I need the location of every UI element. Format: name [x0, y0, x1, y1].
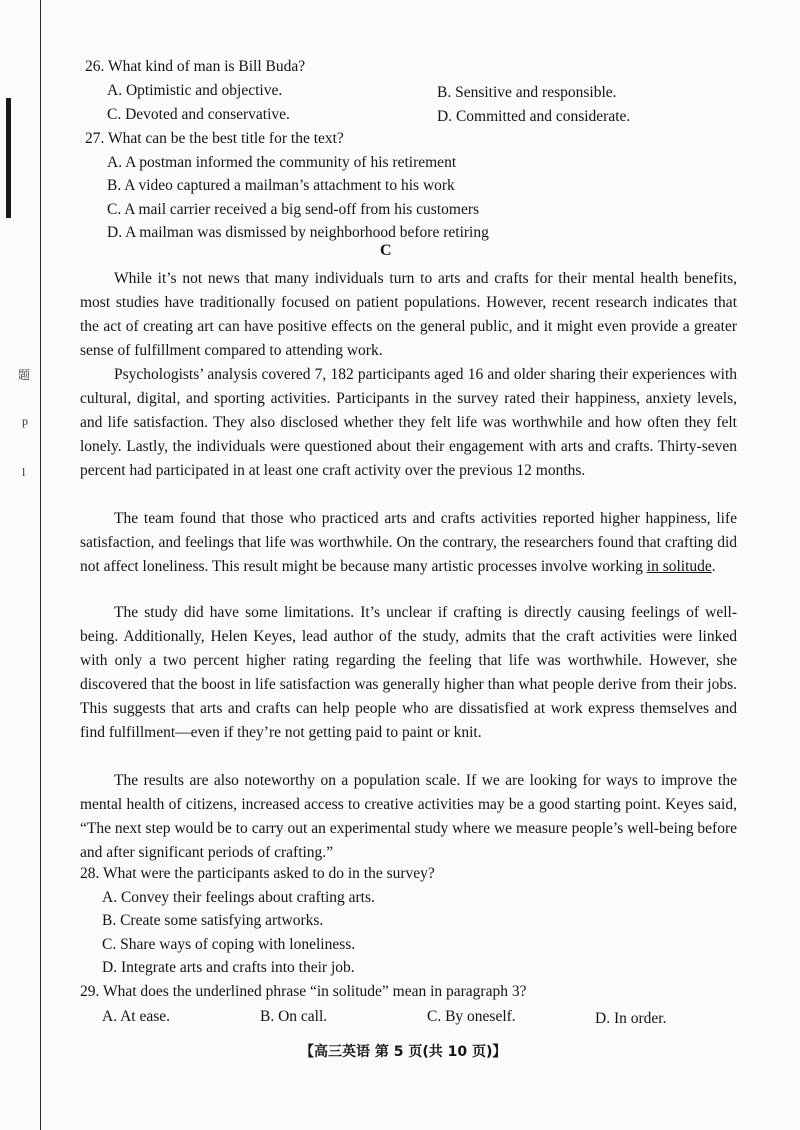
page-footer: 【高三英语 第 5 页(共 10 页)】 [300, 1044, 507, 1060]
question-29-option-a[interactable]: A. At ease. [102, 1008, 171, 1025]
question-28-option-b[interactable]: B. Create some satisfying artworks. [102, 912, 324, 929]
passage-paragraph-3 [80, 507, 737, 579]
question-29-stem: 29. What does the underlined phrase “in solitude” mean in paragraph 3? [80, 983, 527, 1000]
passage-paragraph-2: Psychologists’ analysis covered 7, 182 participants aged 16 and older sharing their experiences with cultural, digital, and sporting activities. Participants in the survey rated their happiness, anxiety levels, and life satisfaction. They also disclosed whether they felt life was worthwhile and how often they felt lonely. Lastly, the individuals were questioned about their engagement with arts and crafts. Thirty-seven percent had participated in at least one craft activity over the previous 12 months. [80, 366, 737, 479]
question-28-option-a[interactable]: A. Convey their feelings about crafting arts. [102, 889, 375, 906]
paragraph-3-text: The team found that those who practiced arts and crafts activities reported higher happiness, life satisfaction, and feelings that life was worthwhile. On the contrary, the researchers found that crafting did not affect loneliness. This result might be because many artistic processes involve working [80, 510, 737, 575]
question-26-option-c[interactable]: C. Devoted and conservative. [107, 106, 290, 123]
question-29-option-c[interactable]: C. By oneself. [427, 1008, 516, 1025]
margin-mark-2: p [22, 414, 28, 428]
paragraph-3-end: . [711, 558, 716, 575]
question-27-stem: 27. What can be the best title for the text? [85, 130, 344, 147]
question-27-option-b[interactable]: B. A video captured a mailman’s attachment to his work [107, 177, 455, 194]
question-28-option-c[interactable]: C. Share ways of coping with loneliness. [102, 936, 356, 953]
underlined-phrase: in solitude [646, 558, 712, 575]
margin-mark-3: l [22, 465, 26, 479]
question-26-stem: 26. What kind of man is Bill Buda? [85, 58, 306, 75]
binding-mark [6, 98, 11, 218]
question-29-option-d[interactable]: D. In order. [595, 1010, 667, 1027]
passage-paragraph-1: While it’s not news that many individuals turn to arts and crafts for their mental health benefits, most studies have traditionally focused on patient populations. However, recent research indicates that the act of creating art can have positive effects on the general public, and it might even provide a greater sense of fulfillment compared to attending work. [80, 270, 737, 359]
question-27-option-d[interactable]: D. A mailman was dismissed by neighborhood before retiring [107, 224, 489, 241]
question-29-option-b[interactable]: B. On call. [260, 1008, 328, 1025]
passage-paragraph-5: The results are also noteworthy on a population scale. If we are looking for ways to improve the mental health of citizens, increased access to creative activities may be a good starting point. Keyes said, “The next step would be to carry out an experimental study where we measure people’s well-being before and after significant periods of crafting.” [80, 772, 737, 861]
section-label: C [380, 242, 392, 259]
question-27-option-a[interactable]: A. A postman informed the community of his retirement [107, 154, 457, 171]
question-27-option-c[interactable]: C. A mail carrier received a big send-off from his customers [107, 201, 480, 218]
question-28-option-d[interactable]: D. Integrate arts and crafts into their job. [102, 959, 355, 976]
passage-paragraph-4: The study did have some limitations. It’s unclear if crafting is directly causing feelings of well-being. Additionally, Helen Keyes, lead author of the study, admits that the craft activities were linked with only a two percent higher rating regarding the feeling that life was worthwhile. However, she discovered that the boost in life satisfaction was generally higher than what people derive from their jobs. This suggests that arts and crafts can help people who are dissatisfied at work express themselves and find fulfillment—even if they’re not getting paid to paint or knit. [80, 604, 737, 741]
question-26-option-a[interactable]: A. Optimistic and objective. [107, 82, 283, 99]
question-26-option-b[interactable]: B. Sensitive and responsible. [437, 84, 617, 101]
question-28-stem: 28. What were the participants asked to do in the survey? [80, 865, 435, 882]
binding-line [40, 0, 41, 1130]
margin-mark-1: 题 [18, 368, 31, 382]
question-26-option-d[interactable]: D. Committed and considerate. [437, 108, 631, 125]
